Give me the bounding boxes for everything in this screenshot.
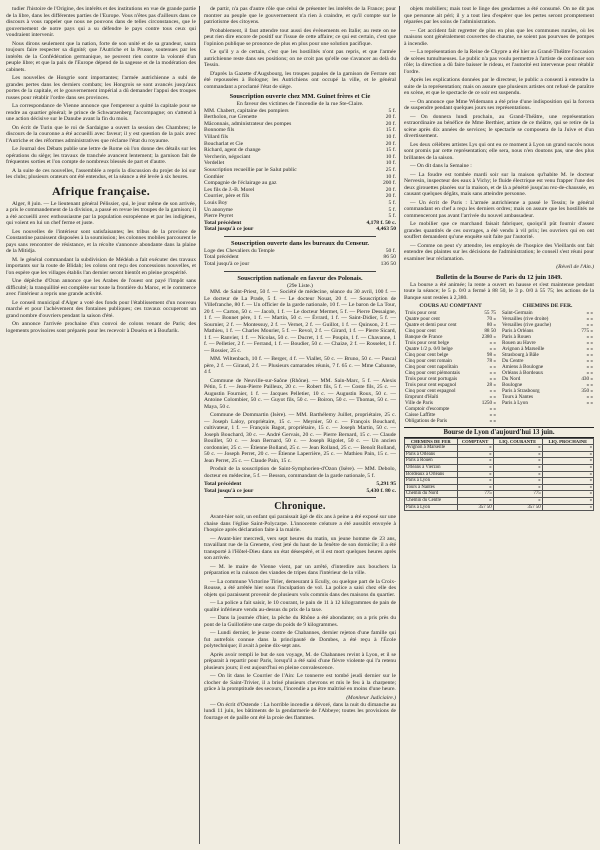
security-price: » » xyxy=(586,393,593,400)
subscription-row xyxy=(204,254,396,261)
article-paragraph: La bourse a été animée; la rente a ouvert en hausse et s'est maintenue pendant toute la séance; le 5 p. 0/0 a fermé à 88 50, le 3 p. 0/0 à 55 75; les actions de la Banque sont restées à 2,380. xyxy=(404,281,594,301)
article-paragraph: — Avant-hier mercredi, vers sept heures du matin, un jeune homme de 23 ans, travaillant rue de la Grenette, s'est jeté du haut de la fenêtre de son domicile; il a été transporté à l'Hôtel-Dieu dans un état désespéré, et il est mort quelques heures après son arrivée. xyxy=(204,535,396,562)
row-amount: 10 f. xyxy=(385,160,396,167)
table-header-row xyxy=(405,438,594,445)
security-price: » » xyxy=(489,339,496,346)
quote-cell: » xyxy=(542,445,593,452)
quote-cell: » xyxy=(542,504,593,511)
row-amount: 10 f. xyxy=(385,153,396,160)
row-amount: 20 f. xyxy=(385,186,396,193)
subscription-row xyxy=(204,261,396,268)
security-price: » » xyxy=(489,363,496,370)
article-paragraph: — La foudre est tombée mardi soir sur la maison qu'habite M. le docteur Nervesin, inspecteur des eaux à Vichy; le fluide électrique est venu frapper l'une des deux girouettes placées sur la maison, et de là a pénétré jusqu'au rez-de-chaussée, en causant quelques dégâts, mais sans atteindre personne. xyxy=(404,171,594,197)
article-paragraph: Le Journal des Débats publie une lettre de Rome où l'on donne des détails sur les opérations du siège; les travaux de tranchée avancent lentement; la garnison fait de fréquentes sorties et l'on compte de nombreux blessés de part et d'autre. xyxy=(6,146,196,165)
security-name: Saint-Germain xyxy=(502,309,533,316)
row-label: Bonnome fils xyxy=(204,127,235,134)
article-paragraph: Après les explications données par le directeur, le public a consenti à entendre la suite de la représentation; mais on assure que plusieurs artistes ont refusé de paraître en scène, et que le spectacle de ce soir est suspendu. xyxy=(404,77,594,96)
subscription-row xyxy=(204,108,396,115)
security-price: » » xyxy=(586,309,593,316)
subscription-row xyxy=(204,193,396,200)
article-paragraph: — On annonce que Mme Widemann a été prise d'une indisposition qui la forcera de suspendre pendant quelques jours ses représentations. xyxy=(404,98,594,111)
column-3 xyxy=(404,6,594,844)
quote-cell: » xyxy=(493,471,542,478)
security-name: Du Centre xyxy=(502,357,524,364)
security-price: » » xyxy=(586,351,593,358)
security-name: Boulogne xyxy=(502,381,523,388)
article-paragraph: Les nouvelles de l'intérieur sont satisfaisantes; les tribus de la province de Constantine paraissent disposées à la soumission; les colonnes mobiles parcourent le pays sans rencontrer de résistance, et la récolte s'annonce abondante dans la plaine de la Mitidja. xyxy=(6,228,196,254)
security-name: Trois pour cent espagnol xyxy=(405,381,457,388)
column-header: LIQ. PROCHAINE xyxy=(542,438,593,445)
article-paragraph: On écrit de Turin que le roi de Sardaigne a ouvert la session des Chambres; le discours de la couronne a été accueilli avec faveur; il y est question de la paix avec l'Autriche et des réformes administratives que réclame l'état du royaume. xyxy=(6,124,196,144)
security-name: Banque de France xyxy=(405,333,443,340)
article-paragraph: — Comme on peut s'y attendre, les employés de l'hospice des Vieillards ont fait entendre des plaintes sur les décisions de l'administration; le conseil s'est réuni pour examiner leur réclamation. xyxy=(404,242,594,262)
column-2 xyxy=(204,6,396,844)
divider xyxy=(224,271,376,272)
row-label: Louis Boy xyxy=(204,199,228,206)
security-price: » » xyxy=(489,345,496,352)
article-paragraph: Nous dirons seulement que la nation, forte de son unité et de sa grandeur, saura toujours faire respecter sa dignité; que l'Autriche et la Prusse, soutenues par les intérêts de la Confédération germanique, ne peuvent rien contre la volonté d'un peuple libre; et que la paix de l'Europe dépend de la sagesse et de la modération des cabinets. xyxy=(6,40,196,73)
row-amount: 20 f. xyxy=(385,193,396,200)
column-rule xyxy=(199,6,200,844)
security-price: » » xyxy=(489,411,496,418)
security-name: Orléans à Bordeaux xyxy=(502,369,544,376)
article-paragraph: Le mobilier que ce marchand faisait fabriquer, quoiqu'il pût fournir d'assez grandes quantités de ces ouvrages, a été vendu à vil prix; les ouvriers qui en ont souffert demandent qu'une enquête soit faite par l'autorité. xyxy=(404,221,594,240)
article-paragraph: objets mobiliers; mais tout le linge des gendarmes a été consumé. On ne dit pas que personne ait péri; il y a tout lieu d'espérer que les pertes seront promptement réparées par les soins de l'administration. xyxy=(404,6,594,25)
table-row xyxy=(405,478,594,485)
security-price: 775 » xyxy=(581,327,593,334)
row-amount: 15 f. xyxy=(385,127,396,134)
article-paragraph: — La représentation de la Reine de Chypre a été hier au Grand-Théâtre l'occasion de scènes tumultueuses. Le public n'a pas voulu permettre à l'artiste de continuer son rôle; la direction a dû faire baisser le rideau, et l'autorité est intervenue pour rétablir l'ordre. xyxy=(404,49,594,75)
railway-name: Tours à Nantes xyxy=(405,484,458,491)
railway-name: Chemin du Nord xyxy=(405,491,458,498)
security-name: Cinq pour cent espagnol xyxy=(405,387,456,394)
security-name: Versailles (rive gauche) xyxy=(502,321,551,328)
subscription-row xyxy=(204,154,396,161)
security-price: » » xyxy=(489,405,496,412)
article-paragraph: de partir, n'a pas d'autre rôle que celui de présenter les intérêts de la France; pour montrer au peuple que le gouvernement n'a rien à craindre, et qu'il compte sur le patriotisme des citoyens. xyxy=(204,6,396,25)
security-price: » » xyxy=(586,321,593,328)
subscription-total: Total jusqu'à ce jour 4,463 50 xyxy=(204,226,396,233)
row-amount: 86 50 xyxy=(383,254,396,261)
column-rule xyxy=(399,6,400,844)
subscription-total: Total précédent 4,178 f. 50 c. xyxy=(204,219,396,226)
article-paragraph: Ce qu'il y a de certain, c'est que les hostilités n'ont pas repris, et que l'armée autrichienne reste dans ses positions; on ne croit pas qu'elle ose s'avancer au delà du Tessin. xyxy=(204,49,396,68)
article-paragraph: MM. Wiltenbach, 10 f. — Berger, 4 f. — Viallet, 50 c. — Bruno, 50 c. — Pascal père, 2 f. — Giraud, 2 f. — Plusieurs camarades réunis, 7 f. 65 c. — Mme Cabanne, 4 f. xyxy=(204,356,396,376)
row-amount: 20 f. xyxy=(385,140,396,147)
subscription-row xyxy=(204,141,396,148)
security-name: Trois pour cent belge xyxy=(405,339,450,346)
subscription-heading: Souscription nationale en faveur des Polonais. xyxy=(237,274,363,282)
quote-cell: » xyxy=(457,451,493,458)
security-price: » » xyxy=(586,363,593,370)
security-name: Trois pour cent portugais xyxy=(405,375,458,382)
quote-cell: » xyxy=(542,465,593,472)
row-amount: 50 f. xyxy=(385,247,396,254)
row-label: MM. Chabert, capitaine des pompiers xyxy=(204,107,289,114)
security-price: » » xyxy=(586,345,593,352)
row-label: Richard, agent de change xyxy=(204,147,261,154)
security-name: Amiens à Boulogne xyxy=(502,363,544,370)
subscription-total: Total précédent 5,291 95 xyxy=(204,481,396,488)
security-name: Avignon à Marseille xyxy=(502,345,545,352)
security-name: Tours à Nantes xyxy=(502,393,534,400)
quote-cell: » xyxy=(542,484,593,491)
cours-heading: COURS AU COMPTANT xyxy=(419,303,482,310)
subscription-row xyxy=(204,213,396,220)
table-row xyxy=(405,504,594,511)
railway-name: Paris à Orléans xyxy=(405,451,458,458)
subscription-row xyxy=(204,167,396,174)
article-paragraph: Probablement, il faut attendre tout aussi des évènements en Italie; au reste on ne peut rien dire encore de positif sur l'issue de cette affaire; ce qui est certain, c'est que l'opinion publique se prononce de plus en plus pour une solution pacifique. xyxy=(204,27,396,47)
security-price: 430 » xyxy=(581,375,593,382)
article-paragraph: — On dit dans la Semaine : xyxy=(410,163,472,169)
row-amount: 200 f. xyxy=(382,180,396,187)
security-price: » » xyxy=(586,339,593,346)
railway-name: Chemin du Centre xyxy=(405,498,458,505)
row-label: Loge des Chevaliers du Temple xyxy=(204,247,275,254)
subscription-heading: Souscription ouverte dans les bureaux du Censeur. xyxy=(231,239,369,247)
row-label: Gonthier xyxy=(204,173,224,180)
quote-cell: » xyxy=(457,465,493,472)
bourse-lyon-title: Bourse de Lyon d'aujourd'hui 13 juin. xyxy=(404,427,594,438)
cours-table xyxy=(404,310,497,424)
quote-cell: » xyxy=(457,478,493,485)
security-name: Ville de Paris xyxy=(405,399,433,406)
row-label: Courrier, père et fils xyxy=(204,193,250,200)
article-paragraph: — On donnera lundi prochain, au Grand-Théâtre, une représentation extraordinaire au bénéfice de Mme Berthier, artiste de ce théâtre, qui se retire de la scène après dix années de services; le spectacle se composera de la Juive et d'un divertissement. xyxy=(404,113,594,139)
section-title-chronique: Chronique. xyxy=(274,501,326,513)
security-name: Cinq pour cent piémontais xyxy=(405,369,460,376)
row-label: Boucharlat et Cie xyxy=(204,140,244,147)
row-amount: 10 f. xyxy=(385,173,396,180)
security-price: 2380 » xyxy=(481,333,496,340)
row-label: Villard fils xyxy=(204,133,229,140)
table-row xyxy=(405,465,594,472)
article-paragraph: M. le général commandant la subdivision de Médéah a fait exécuter des travaux importants sur la route de Blidah; les colons ont reçu des concessions nouvelles, et l'on espère que les villages établis l'an dernier seront bientôt en pleine prospérité. xyxy=(6,256,196,276)
table-row xyxy=(405,458,594,465)
row-amount: 5 f. xyxy=(388,107,396,114)
article-paragraph: — Cet accident fait regretter de plus en plus que les communes rurales, où les maisons sont généralement couvertes de chaume, ne soient pas pourvues de pompes à incendie. xyxy=(404,27,594,47)
security-price: 98 » xyxy=(486,351,496,358)
cf-table xyxy=(501,310,594,406)
security-name: Quatre et demi pour cent xyxy=(405,321,457,328)
row-label: Pierre Peyret xyxy=(204,213,234,220)
security-name: Quatre 1/2 p. 0/0 belge xyxy=(405,345,453,352)
article-paragraph: D'après la Gazette d'Augsbourg, les troupes papales de la garnison de Ferrare ont été repoussées à Bologne; les Autrichiens ont occupé la ville, et le général commandant a proclamé l'état de siège. xyxy=(204,70,396,90)
source-attribution: (Moniteur Judiciaire.) xyxy=(346,694,396,701)
security-price: 55 75 xyxy=(484,309,496,316)
security-price: 78 » xyxy=(486,357,496,364)
article-paragraph: — Un écrit de Paris : L'armée autrichienne a passé le Tessin; le général commandant en chef a reçu les derniers ordres; mais on assure que les hostilités ne commenceront pas avant l'arrivée du nouvel ambassadeur. xyxy=(404,199,594,219)
article-paragraph: — On lit dans le Courrier de l'Ain: Le tonnerre est tombé jeudi dernier sur le clocher de Saint-Trivier, il a brisé plusieurs chevrons et mis le feu à la charpente; grâce à la promptitude des secours, l'incendie a pu être maîtrisé en moins d'une heure. xyxy=(204,673,396,693)
security-price: 70 » xyxy=(486,315,496,322)
subscription-row xyxy=(204,127,396,134)
security-name: Paris à Lyon xyxy=(502,399,528,406)
security-price: 88 50 xyxy=(484,327,496,334)
row-amount: 10 f. xyxy=(385,133,396,140)
security-price: » » xyxy=(586,381,593,388)
quote-cell: » xyxy=(493,465,542,472)
subscription-row xyxy=(204,147,396,154)
quote-cell: » xyxy=(542,491,593,498)
article-paragraph: Commune de Neuville-sur-Saône (Rhône). — MM. Sain-Marc, 5 f. — Alexis Pétin, 5 f. — Jean-Pierre Pailleux, 20 c. — Robert fils, 5 f. — Coste fils, 25 c. — Augustin Fournier, 1 f. — Jacques Pelletier, 10 c. — Augustin Roux, 50 c. — Antoine Colombier, 50 c. — Guyot fils, 50 c. — Boiron, 50 c. — Thomas, 50 c. — Maya, 50 c. xyxy=(204,377,396,410)
security-price: » » xyxy=(586,333,593,340)
source-attribution: (Réveil de l'Ain.) xyxy=(556,264,594,270)
row-amount: 136 50 xyxy=(380,261,396,268)
bourse-tables xyxy=(404,303,594,424)
security-name: Cinq pour cent romain xyxy=(405,357,452,364)
subscription-row xyxy=(204,200,396,207)
security-price: 350 » xyxy=(581,387,593,394)
row-amount: 5 f. xyxy=(388,213,396,220)
article-paragraph: Le conseil municipal d'Alger a voté des fonds pour l'établissement d'un nouveau marché et pour l'achèvement des fontaines publiques; ces travaux occuperont un grand nombre d'ouvriers pendant la saison d'été. xyxy=(6,299,196,319)
article-paragraph: — La police a fait saisir, le 10 courant, le pain de 11 à 12 kilogrammes de pain de qualité inférieure vendu au-dessus du prix de la taxe. xyxy=(204,600,396,613)
table-row xyxy=(405,484,594,491)
security-name: Paris à Rouen xyxy=(502,333,531,340)
row-label: Mâconnais, administrateur des pompes xyxy=(204,120,292,127)
bourse-lyon-table xyxy=(404,438,594,512)
subscription-row xyxy=(204,160,396,167)
quote-cell: 357 50 xyxy=(457,504,493,511)
article-paragraph: — La commune Victorine Tirier, demeurant à Ecully, ou quelque part de la Croix-Rousse, a été arrêtée hier sous l'inculpation de vol. La police a saisi chez elle des objets qui paraissent provenir de plusieurs vols commis dans des maisons du quartier. xyxy=(204,578,396,598)
railway-name: Paris à Lyon xyxy=(405,504,458,511)
quote-cell: » xyxy=(542,471,593,478)
subscription-row xyxy=(204,207,396,214)
subscription-row xyxy=(204,180,396,187)
column-header: COMPTANT xyxy=(457,438,493,445)
chemins-de-fer xyxy=(501,303,594,424)
divider xyxy=(224,236,376,237)
subscription-subheading: (29e Liste.) xyxy=(287,282,313,289)
article-paragraph: Alger, 8 juin. — Le lieutenant général Pélissier, qui, le jour même de son arrivée, a pris le commandement de la division, a passé en revue les troupes de la garnison; il a été accueilli avec enthousiasme par la population européenne et par les indigènes, qui voient en lui un chef ferme et juste. xyxy=(6,200,196,226)
security-name: Caisse Laffitte xyxy=(405,411,436,418)
security-price: » » xyxy=(489,417,496,424)
security-price: 1250 » xyxy=(481,399,496,406)
security-name: Cinq pour cent belge xyxy=(405,351,449,358)
railway-name: Bordeaux à Orléans xyxy=(405,471,458,478)
subscription-subheading: En faveur des victimes de l'incendie de la rue Ste-Claire. xyxy=(236,101,364,107)
column-1 xyxy=(6,6,196,844)
article-paragraph: A la suite de ces nouvelles, l'assemblée a repris la discussion du projet de loi sur les clubs; plusieurs orateurs ont été entendus, et la séance a été levée à six heures. xyxy=(6,167,196,180)
security-price: 28 » xyxy=(486,381,496,388)
quote-cell: » xyxy=(493,478,542,485)
article-paragraph: Les deux célèbres artistes Lys qui ont eu ce moment à Lyon un grand succès nous sont promis par cette représentation; elle sera, nous n'en doutons pas, une des plus brillantes de la saison. xyxy=(404,141,594,161)
security-name: Comptoir d'escompte xyxy=(405,405,450,412)
subscription-row xyxy=(204,248,396,255)
article-paragraph: Avant-hier soir, un enfant qui paraissait âgé de dix ans à peine a été exposé sur une chaise dans l'église Saint-Polycarpe. L'innocente créature a été aussitôt envoyée à l'hospice après déclaration faite à la mairie. xyxy=(204,514,396,534)
railway-name: Paris à Lyon xyxy=(405,478,458,485)
quote-cell: » xyxy=(457,484,493,491)
table-row xyxy=(404,418,497,424)
column-header: CHEMINS DE FER xyxy=(405,438,458,445)
quote-cell: » xyxy=(457,458,493,465)
security-price: » » xyxy=(586,369,593,376)
security-price: » » xyxy=(586,399,593,406)
table-row xyxy=(405,445,594,452)
quote-cell: » xyxy=(493,445,542,452)
security-name: Du Nord xyxy=(502,375,521,382)
row-label: Souscription recueillie par le Salut public xyxy=(204,166,297,173)
article-paragraph: Produit de la souscription de Saint-Symphorien-d'Ozon (Isère). — MM. Debolo, docteur en médecine, 5 f. — Besson, commandant de la garde nationale, 5 f. xyxy=(204,466,396,479)
subscription-row xyxy=(204,114,396,121)
security-name: Rouen au Havre xyxy=(502,339,536,346)
row-label: Les fils de J.-B. Morel xyxy=(204,186,255,193)
article-paragraph: — M. le maire de Vienne vient, par un arrêté, d'interdire aux bouchers la préparation et la cuisson des viandes de tripes dans l'intérieur de la ville. xyxy=(204,563,396,577)
divider xyxy=(224,497,376,498)
article-paragraph: Une dépêche d'Oran annonce que les Arabes de l'ouest ont payé l'impôt sans difficulté; la tranquillité est complète sur toute la frontière du Maroc, et le commerce avec l'intérieur a repris une grande activité. xyxy=(6,278,196,297)
subscription-list xyxy=(204,248,396,268)
article-paragraph: Après avoir rempli le but de son voyage, M. de Chabannes revint à Lyon, et il se préparait à repartir pour Paris, lorsqu'il a été saisi d'une fièvre violente qui l'a retenu plusieurs jours; il est aujourd'hui en pleine convalescence. xyxy=(204,651,396,671)
table-row xyxy=(405,471,594,478)
quote-cell: » xyxy=(493,484,542,491)
row-amount: 20 f. xyxy=(385,114,396,121)
railway-name: Avignon à Marseille xyxy=(405,445,458,452)
security-price: » » xyxy=(586,357,593,364)
security-name: Strasbourg à Bâle xyxy=(502,351,539,358)
row-amount: 15 f. xyxy=(385,147,396,154)
quote-cell: 775 xyxy=(457,491,493,498)
quote-cell: » xyxy=(457,445,493,452)
security-name: Emprunt d'Haïti xyxy=(405,393,439,400)
subscription-list xyxy=(204,108,396,220)
row-label: Total précédent xyxy=(204,254,239,261)
security-name: Cinq pour cent napolitain xyxy=(405,363,458,370)
security-price: » » xyxy=(489,369,496,376)
security-price: » » xyxy=(489,393,496,400)
security-price: » » xyxy=(586,315,593,322)
quote-cell: » xyxy=(493,451,542,458)
railway-name: Paris à Rouen xyxy=(405,458,458,465)
subscription-heading: Souscription ouverte chez MM. Guinet frères et Cie xyxy=(229,93,371,100)
security-price: 80 » xyxy=(486,321,496,328)
row-amount: 5 f. xyxy=(388,199,396,206)
subscription-total: Total jusqu'à ce jour 5,430 f. 80 c. xyxy=(204,487,396,494)
quote-cell: » xyxy=(493,498,542,505)
security-name: Trois pour cent xyxy=(405,309,437,316)
quote-cell: » xyxy=(542,478,593,485)
quote-cell: » xyxy=(457,471,493,478)
row-label: Vercherin, négociant xyxy=(204,153,251,160)
row-label: Total jusqu'à ce jour xyxy=(204,261,250,268)
security-name: Paris à Strasbourg xyxy=(502,387,540,394)
security-price: » » xyxy=(489,387,496,394)
article-paragraph: Les nouvelles de Hongrie sont importantes; l'armée autrichienne a subi de grandes pertes dans les derniers combats; les Hongrois se sont avancés jusqu'aux portes de la capitale, et le gouvernement impérial a dû demander l'appui des troupes russes pour rétablir l'ordre dans ses provinces. xyxy=(6,75,196,101)
table-row xyxy=(405,498,594,505)
security-name: Quatre pour cent xyxy=(405,315,440,322)
subscription-row xyxy=(204,134,396,141)
security-price: » » xyxy=(489,375,496,382)
row-label: Verdellet xyxy=(204,160,225,167)
article-paragraph: La correspondance de Vienne annonce que l'empereur a quitté la capitale pour se rendre au quartier général; le prince de Schwarzenberg l'accompagne; on s'attend à une action décisive sur le Danube avant la fin du mois. xyxy=(6,103,196,122)
railway-name: Orléans à Vierzon xyxy=(405,465,458,472)
security-name: Versailles (rive droite) xyxy=(502,315,549,322)
cf-heading: CHEMINS DE FER. xyxy=(522,303,573,310)
quote-cell: 357 50 xyxy=(493,504,542,511)
bourse-paris-title: Bulletin de la Bourse de Paris du 12 juin 1849. xyxy=(435,273,563,281)
quote-cell: 775 xyxy=(493,491,542,498)
article-paragraph: On annonce l'arrivée prochaine d'un convoi de colons venant de Paris; des logements provisoires sont préparés pour les recevoir à Douéra et à Boufarik. xyxy=(6,321,196,334)
security-name: Paris à Orléans xyxy=(502,327,534,334)
quote-cell: » xyxy=(542,451,593,458)
security-name: Cinq pour cent xyxy=(405,327,436,334)
row-amount: 5 f. xyxy=(388,206,396,213)
security-name: Obligations de Paris xyxy=(405,417,448,424)
column-header: LIQ. COURANTE xyxy=(493,438,542,445)
subscription-row xyxy=(204,174,396,181)
row-label: Bertholon, rue Grenette xyxy=(204,114,257,121)
table-row xyxy=(405,451,594,458)
quote-cell: » xyxy=(542,498,593,505)
article-paragraph: — Lundi dernier, le jeune contre de Chabannes, dernier rejeton d'une famille qui fut autrefois connue dans la principauté de Dombes, a été reçu à l'École polytechnique; il avait à peine dix-sept ans. xyxy=(204,630,396,650)
article-paragraph: MM. de Saint-Priest, 50 f. — Société de médecine, séance du 30 avril, 100 f. — Le docteur de La Prade, 5 f. — Le docteur Nouat, 20 f. — Souscription de Villefranche, 80 f. — Un officier de la garde nationale, 10 f. — Le baron de La Tour, 20 f. — Carton, 50 c. — Jacob, 1 f. — Le docteur Mermet, 5 f. — Pierre Dessaigne, 1 f. — Bonnet père, 1 f. — Martin, 50 c. — Évrard, 1 f. — Saint-Didier, 5 f. — Sournier, 2 f. — Montessuy, 2 f. — Vernet, 2 f. — Guillot, 1 f. — Quinson, 2 f. — Mathieu, 1 f. — Charles Mourier, 5 f. — Revol, 2 f. — Girard, 1 f. — Pierre Sicard, 1 f. — Ranvier, 1 f. — Nicolas, 50 c. — Ducret, 1 f. — Poupin, 1 f. — Chavanne, 1 f. — Pelletier, 2 f. — Ferrand, 1 f. — Boudier, 50 c. — Chaize, 2 f. — Rosselet, 1 f. — Rossier, 25 c. xyxy=(204,289,396,354)
section-title-afrique: Afrique française. xyxy=(51,183,151,198)
row-amount: 25 f. xyxy=(385,166,396,173)
table-row xyxy=(501,400,594,406)
article-paragraph: — On écrit d'Ostende : La horrible incendie a dévoré, dans la nuit du dimanche au lundi 11 juin, les bâtiments de la gendarmerie de l'Abbeye; toutes les provisions de fourrage et de paille ont été la proie des flammes. xyxy=(204,701,396,721)
quote-cell: » xyxy=(493,458,542,465)
quote-cell: » xyxy=(542,458,593,465)
cours-comptant xyxy=(404,303,497,424)
table-row xyxy=(405,491,594,498)
quote-cell: » xyxy=(457,498,493,505)
article-paragraph: Commune de Dommartin (Isère). — MM. Barthélemy Juillet, propriétaire, 25 c. — Joseph Laloy, propriétaire, 15 c. — Meynier, 50 c. — François Bouchard, cultivateur, 1 f. — François Bagot, propriétaire, 15 c. — Joseph Martin, 50 c. — Joseph Bouchard, 30 c. — André Gervais, 20 c. — Pierre Bernard, 15 c. — Claude Bouillet, 50 c. — Jean Bernard, 50 c. — Joseph Rigolet, 50 c. — Un ancien cordonnier, 25 c. — Étienne Bolland, 25 c. — Jean Rolland, 25 c. — Benoît Rolland, 50 c. — Joseph Perret, 20 c. — Étienne Laperrière, 25 c. — Mathieu Pain, 15 c. — Jean Perret, 25 c. — Claude Pain, 15 c. xyxy=(204,412,396,464)
article-paragraph: — Dans la journée d'hier, la pêche du Rhône a été abondante; on a pris près du pont de la Guillotière une carpe du poids de 9 kilogrammes. xyxy=(204,615,396,628)
row-label: Un anonyme xyxy=(204,206,233,213)
row-label: Compagnie de l'éclairage au gaz xyxy=(204,180,277,187)
article-paragraph: tudier l'histoire de l'Origine, des intérêts et des institutions en vue de grande partie de la libre, dans les différentes parties de l'Europe. Vous n'êtes pas d'ailleurs dans ce discours à vous rappeler que nous ne pouvons dans de telles circonstances, que le gouvernement de notre pays qui a su défendre le pays contre tous ceux qui voudraient intervenir. xyxy=(6,6,196,38)
row-amount: 20 f. xyxy=(385,120,396,127)
